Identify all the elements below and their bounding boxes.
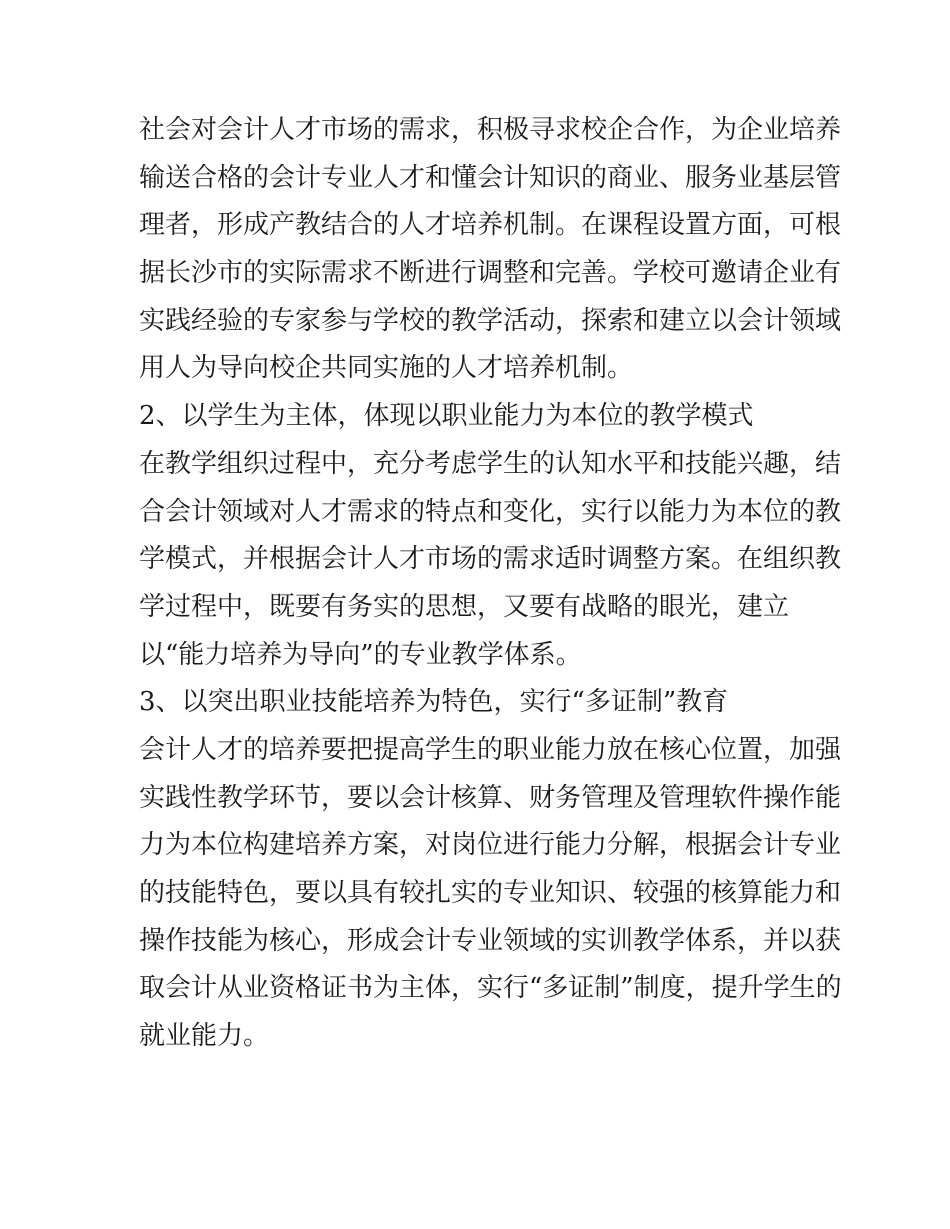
body-text-line: 就业能力。 bbox=[139, 1021, 270, 1052]
body-text-line: 据长沙市的实际需求不断进行调整和完善。学校可邀请企业有 bbox=[139, 258, 842, 289]
body-text-line: 力为本位构建培养方案，对岗位进行能力分解，根据会计专业 bbox=[139, 830, 842, 861]
body-text-line: 实践性教学环节，要以会计核算、财务管理及管理软件操作能 bbox=[139, 782, 842, 813]
body-text-line: 实践经验的专家参与学校的教学活动，探索和建立以会计领域 bbox=[139, 305, 842, 336]
body-text-line: 学模式，并根据会计人才市场的需求适时调整方案。在组织教 bbox=[139, 544, 842, 575]
section-heading-2: 2、以学生为主体，体现以职业能力为本位的教学模式 bbox=[139, 401, 754, 432]
body-text-line: 社会对会计人才市场的需求，积极寻求校企合作，为企业培养 bbox=[139, 115, 842, 145]
document-body bbox=[139, 107, 842, 1061]
body-text-line: 合会计领域对人才需求的特点和变化，实行以能力为本位的教 bbox=[139, 496, 842, 527]
body-text-line: 用人为导向校企共同实施的人才培养机制。 bbox=[139, 353, 634, 384]
body-text-line: 理者，形成产教结合的人才培养机制。在课程设置方面，可根 bbox=[139, 210, 842, 241]
section-heading-3: 3、以突出职业技能培养为特色，实行“多证制”教育 bbox=[139, 687, 729, 718]
body-text-line: 在教学组织过程中，充分考虑学生的认知水平和技能兴趣，结 bbox=[139, 448, 842, 479]
body-text-line: 操作技能为核心，形成会计专业领域的实训教学体系，并以获 bbox=[139, 925, 842, 956]
body-text-line: 取会计从业资格证书为主体，实行“多证制”制度，提升学生的 bbox=[139, 973, 842, 1004]
body-text-line: 输送合格的会计专业人才和懂会计知识的商业、服务业基层管 bbox=[139, 162, 842, 193]
body-text-line: 的技能特色，要以具有较扎实的专业知识、较强的核算能力和 bbox=[139, 878, 842, 908]
body-text-line: 会计人才的培养要把提高学生的职业能力放在核心位置，加强 bbox=[139, 734, 842, 765]
body-text-line: 以“能力培养为导向”的专业教学体系。 bbox=[139, 639, 582, 670]
body-text-line: 学过程中，既要有务实的思想，又要有战略的眼光，建立 bbox=[139, 591, 790, 622]
